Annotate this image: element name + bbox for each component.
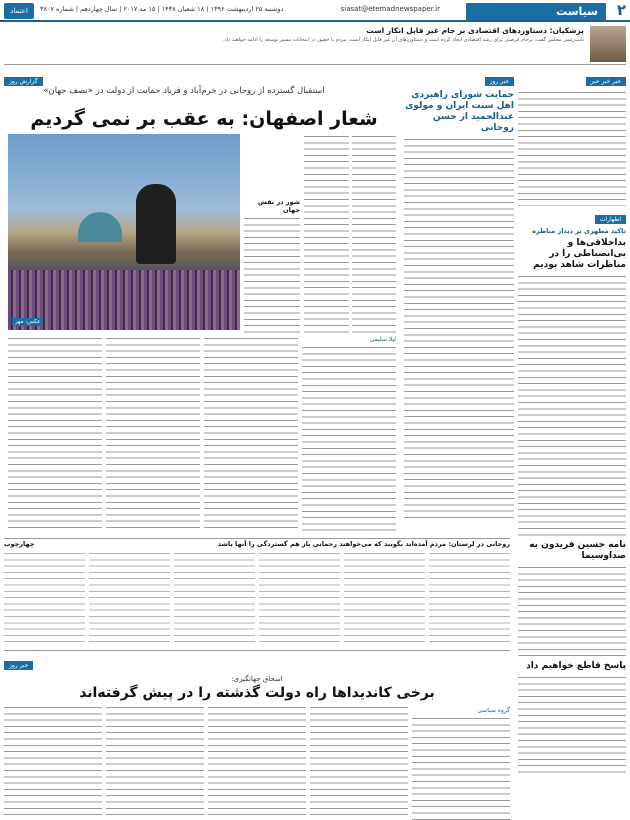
item-headline-2: نامه حسین فریدون به صداوسیما xyxy=(529,540,626,561)
text-column xyxy=(352,134,397,334)
lead-body: نایب‌رئیس مجلس گفت: برجام فرصتی برای رشد اقتصادی ایجاد کرده است و دستاوردهای آن غیر قابل انکار است. مردم با حضور در انتخابات مسیر توسعه را ادامه خواهند داد. xyxy=(222,37,584,43)
item-headline: حمایت شورای راهبردی اهل سنت ایران و مولوی عبدالحمید از حسن روحانی xyxy=(405,90,514,133)
text-block xyxy=(518,675,626,777)
frame-headline: چهارچوب xyxy=(4,540,35,548)
text-column xyxy=(208,705,306,820)
column-tag-2: اظهارات xyxy=(595,215,626,224)
column-tag: خبر روز xyxy=(485,77,514,86)
text-column xyxy=(259,551,340,643)
text-block xyxy=(518,90,626,206)
dateline: دوشنبه ۲۵ اردیبهشت ۱۳۹۶ | ۱۸ شعبان ۱۴۳۸ | ۱۵ مه ۲۰۱۷ | سال چهاردهم | شماره ۳۸۰۷ xyxy=(40,5,284,13)
text-column xyxy=(4,705,102,820)
sidebox-title: شور در نقش جهان xyxy=(257,198,300,214)
bottom-title: برخی کاندیداها راه دولت گذشته را در پیش گرفته‌اند xyxy=(79,685,435,701)
text-column xyxy=(310,705,408,820)
feature-title: شعار اصفهان: به عقب بر نمی گردیم xyxy=(30,108,378,130)
text-block xyxy=(404,137,514,523)
feature-tag: گزارش روز xyxy=(4,77,43,86)
bottom-author: گروه سیاسی xyxy=(477,707,510,714)
divider xyxy=(4,650,510,651)
speaker-figure xyxy=(136,184,176,264)
feature-author: لیلا سلیمی xyxy=(369,336,396,343)
section-banner: سیاست xyxy=(466,3,606,20)
politics-column xyxy=(404,68,514,536)
site-email: siasat@etemadnewspaper.ir xyxy=(340,5,440,13)
feature-text-columns xyxy=(304,134,396,334)
column-tag: خبر خبر خبر xyxy=(586,77,626,86)
lorestan-story xyxy=(4,540,510,648)
bottom-tag: خبر روز xyxy=(4,661,33,670)
text-column xyxy=(204,336,298,532)
lorestan-columns xyxy=(4,551,510,643)
photo-caption: عکس: مهر xyxy=(12,318,43,326)
feature-sidebox xyxy=(244,198,300,333)
feature-body-columns xyxy=(8,336,396,532)
masthead xyxy=(0,0,630,22)
item-headline: بداخلاقی‌ها و بی‌انضباطی را در مناظرات شاهد بودیم xyxy=(533,238,626,270)
text-column xyxy=(89,551,170,643)
text-column xyxy=(412,716,510,820)
text-column xyxy=(4,551,85,643)
text-column xyxy=(344,551,425,643)
text-column xyxy=(429,551,510,643)
text-column xyxy=(106,336,200,532)
page-number: ۲ xyxy=(616,1,626,19)
bottom-kicker: اسحاق جهانگیری: xyxy=(231,675,283,683)
text-block xyxy=(518,274,626,536)
lorestan-headline: روحانی در لرستان: مردم آمده‌اند بگویند که می‌خواهند رحمانی باز هم گستردگی را آنها باشد xyxy=(217,540,510,548)
divider xyxy=(4,64,626,65)
lead-headline: پزشکیان: دستاوردهای اقتصادی بر جام غیر قابل انکار است xyxy=(366,26,584,35)
mosque-dome xyxy=(78,212,122,242)
feature-kicker: استقبال گسترده از روحانی در خرم‌آباد و فریاد حمایت از دولت در «نصف جهان» xyxy=(43,86,325,96)
feature-story xyxy=(4,68,396,534)
text-column xyxy=(302,345,396,531)
text-column xyxy=(304,134,349,334)
lead-portrait xyxy=(590,26,626,62)
newspaper-logo: اعتماد xyxy=(4,3,34,19)
item-subhead: تاکید مطهری بر دیدار مناظره xyxy=(532,227,626,235)
divider xyxy=(4,538,510,539)
right-column xyxy=(518,68,626,816)
text-column xyxy=(8,336,102,532)
text-column xyxy=(106,705,204,820)
text-block xyxy=(518,565,626,657)
jahangiri-story xyxy=(4,652,510,816)
text-block xyxy=(244,216,300,336)
text-column xyxy=(174,551,255,643)
feature-photo xyxy=(8,134,240,330)
lead-story xyxy=(4,26,584,62)
bottom-columns xyxy=(4,705,510,820)
item-headline-3: پاسخ قاطع خواهیم داد xyxy=(526,661,626,671)
